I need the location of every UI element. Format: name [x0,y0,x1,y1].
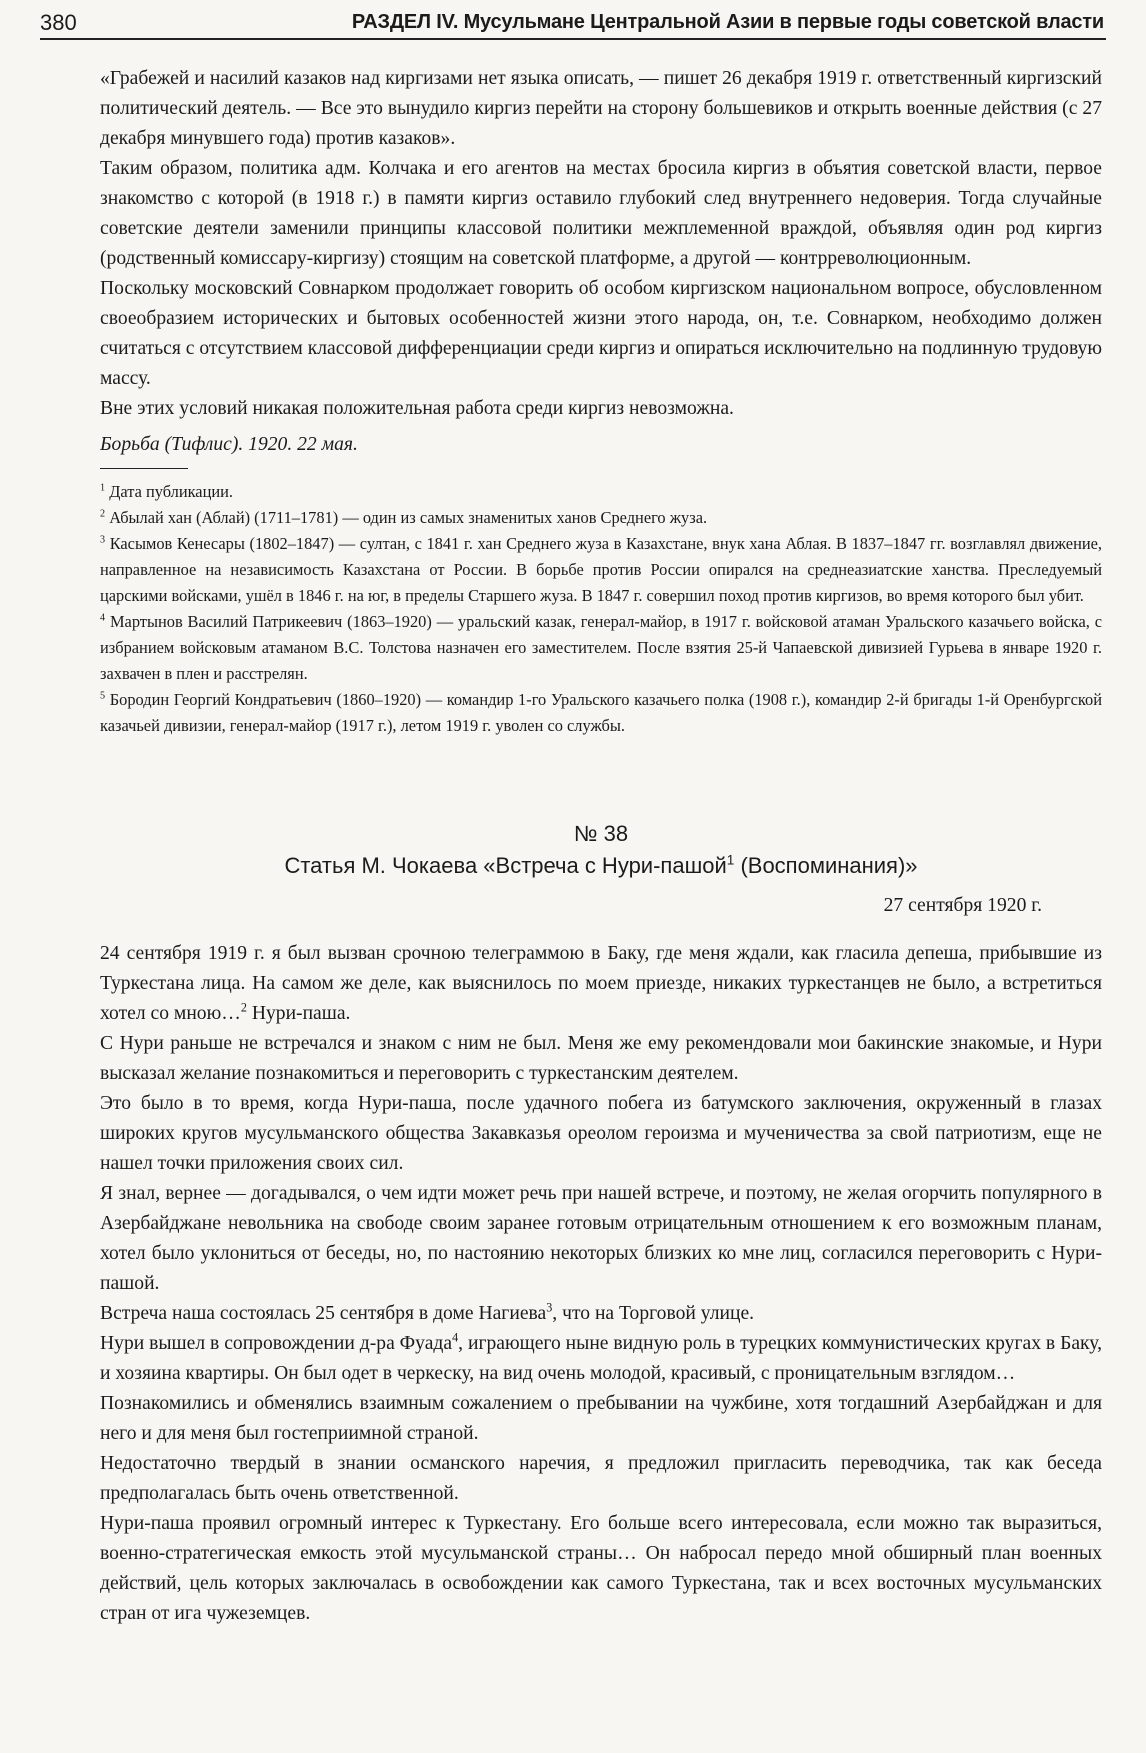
paragraph-text: С Нури раньше не встречался и знаком с ним не был. Меня же ему рекомендовали мои бакинские знакомые, и Нури высказал желание познакомиться и переговорить с туркестанским деятелем. [100,1033,1102,1084]
paragraph [100,1299,1102,1329]
footnote-text: Дата публикации. [109,482,233,501]
footnote-text: Абылай хан (Аблай) (1711–1781) — один из самых знаменитых ханов Среднего жуза. [109,508,708,527]
paragraph: Таким образом, политика адм. Колчака и его агентов на местах бросила киргиз в объятия советской власти, первое знакомство с которой (в 1918 г.) в памяти киргиз оставило глубокий след внутреннего недоверия. Тогда случайные советские деятели заменили принципы классовой политики межплеменной враждой, объявляя один род киргиз (родственный комиссару-киргизу) стоящим на советской платформе, а другой — контрреволюционным. [100,158,1102,269]
footnote-ref: 2 [240,1000,247,1015]
previous-document-text [100,64,1102,460]
footnote [100,505,1102,531]
paragraph [100,1449,1102,1509]
document-date: 27 сентября 1920 г. [883,895,1042,916]
footnote [100,687,1102,739]
footnote-mark: 2 [100,508,106,520]
footnote-text: Бородин Георгий Кондратьевич (1860–1920) — командир 1-го Уральского казачьего полка (1908 г.), командир 2-й бригады 1-й Оренбургской казачьей дивизии, генерал-майор (1917 г.), летом 1919 г. уволен со службы. [100,690,1102,735]
footnotes [100,479,1102,739]
paragraph: Вне этих условий никакая положительная работа среди киргиз невозможна. [100,398,734,419]
paragraph [100,1329,1102,1389]
paragraph [100,939,1102,1029]
paragraph-text: Нури-паша проявил огромный интерес к Туркестану. Его больше всего интересовала, если можно так выразиться, военно-стратегическая емкость этой мусульманской страны… Он набросал передо мной обширный план военных действий, цель которых заключалась в освобождении как самого Туркестана, так и всех восточных мусульманских стран от ига чужеземцев. [100,1513,1102,1624]
paragraph-text: 24 сентября 1919 г. я был вызван срочною телеграммою в Баку, где меня ждали, как гласила депеша, прибывшие из Туркестана лица. На самом же деле, как выяснилось по моем приезде, никаких туркестанцев не было, а встретиться хотел со мною… [100,943,1102,1024]
footnote-text: Касымов Кенесары (1802–1847) — султан, с 1841 г. хан Среднего жуза в Казахстане, внук хана Аблая. В 1837–1847 гг. возглавлял движение, направленное на независимость Казахстана от России. В борьбе против России опирался на среднеазиатские ханства. Преследуемый царскими войсками, ушёл в 1846 г. на юг, в пределы Старшего жуза. В 1847 г. совершил поход против киргизов, во время которого был убит. [100,534,1102,605]
paragraph: Поскольку московский Совнарком продолжает говорить об особом киргизском национальном вопросе, обусловленном своеобразием исторических и бытовых особенностей жизни этого народа, он, т.е. Совнарком, необходимо должен считаться с отсутствием классовой дифференциации среди киргиз и опираться исключительно на подлинную трудовую массу. [100,278,1102,389]
paragraph-text: Я знал, вернее — догадывался, о чем идти может речь при нашей встрече, и поэтому, не желая огорчить популярного в Азербайджане невольника на свободе своим заранее готовым отрицательным отношением к его возможным планам, хотел было уклониться от беседы, но, по настоянию некоторых близких ко мне лиц, согласился переговорить с Нури-пашой. [100,1183,1102,1294]
document-text [100,939,1102,1629]
footnote-ref: 1 [726,852,735,868]
footnote-mark: 4 [100,612,106,624]
paragraph-text-end: Нури-паша. [246,1003,351,1024]
source-citation: Борьба (Тифлис). 1920. 22 мая. [100,434,358,455]
paragraph [100,1509,1102,1629]
footnote-ref: 4 [452,1330,459,1345]
paragraph-text: Познакомились и обменялись взаимным сожалением о пребывании на чужбине, хотя тогдашний Азербайджан и для него и для меня был гостеприимной страной. [100,1393,1102,1444]
footnote-divider [100,468,188,469]
footnote [100,531,1102,609]
paragraph: «Грабежей и насилий казаков над киргизами нет языка описать, — пишет 26 декабря 1919 г. ответственный киргизский политический деятель. — Все это вынудило киргиз перейти на сторону большевиков и открыть военные действия (с 27 декабря минувшего года) против казаков». [100,68,1102,149]
footnote [100,479,1102,505]
paragraph-text: Нури вышел в сопровождении д-ра Фуада [100,1333,453,1354]
paragraph-text: Недостаточно твердый в знании османского наречия, я предложил пригласить переводчика, так как беседа предполагалась быть очень ответственной. [100,1453,1102,1504]
footnote-ref: 3 [546,1300,553,1315]
document-title-text-end: (Воспоминания)» [734,853,918,878]
running-title: РАЗДЕЛ IV. Мусульмане Центральной Азии в первые годы советской власти [351,11,1104,33]
paragraph-text-end: , что на Торговой улице. [552,1303,755,1324]
page-body [100,64,1102,1629]
document-number: № 38 [573,821,629,846]
paragraph-text-end: , играющего ныне видную роль в турецких коммунистических кругах в Баку, и хозяина квартиры. Он был одет в черкеску, на вид очень молодой, красивый, с проницательным взглядом… [100,1333,1102,1384]
page-header [40,8,1106,40]
page-number: 380 [40,10,77,35]
footnote-mark: 1 [100,482,106,494]
document-title [100,853,1102,879]
paragraph-text: Встреча наша состоялась 25 сентября в доме Нагиева [100,1303,547,1324]
footnote-text: Мартынов Василий Патрикеевич (1863–1920) — уральский казак, генерал-майор, в 1917 г. войсковой атаман Уральского казачьего войска, с избранием войсковым атаманом В.С. Толстова назначен его заместителем. После взятия 25-й Чапаевской дивизией Гурьева в январе 1920 г. захвачен в плен и расстрелян. [100,612,1102,683]
paragraph [100,1089,1102,1179]
paragraph [100,1179,1102,1299]
paragraph-text: Это было в то время, когда Нури-паша, после удачного побега из батумского заключения, окруженный в глазах широких кругов мусульманского общества Закавказья ореолом героизма и мученичества за свой патриотизм, еще не нашел точки приложения своих сил. [100,1093,1102,1174]
paragraph [100,1389,1102,1449]
footnote-mark: 3 [100,534,106,546]
document-title-text: Статья М. Чокаева «Встреча с Нури-пашой [284,853,727,878]
footnote [100,609,1102,687]
footnote-mark: 5 [100,690,106,702]
paragraph [100,1029,1102,1089]
